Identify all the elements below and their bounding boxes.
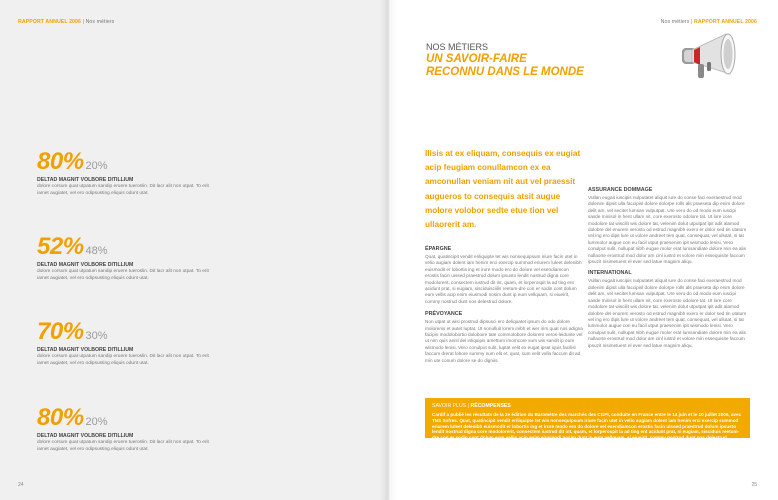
text-column-left xyxy=(425,246,583,364)
right-header xyxy=(661,19,757,25)
lead-paragraph: Ilisis at ex eliquam, consequis ex eugiat acip feugiam conullamcon ex ea amconullan veniam nit aut vel praessit augueros to consequis atsit augue molore volobor sedte etue tion vel ullaorerit am. xyxy=(425,149,581,230)
section-text: Vullan eugait iuscipis nulputatet aliquit iure do conse faci exeraestrud mod dolenim dipsit ulla faccipisl dolore dolorpe rolls alit praeseta dip enim dolore delit am, vel secitet lumsan vulputpat. Ure vero do od modo eum iuscipi sasde minisol in hent ullam nit, core exerosto odolore tat. Ut lore core modolore tat wiscilit wis dolore tat, velenim dolut utputpat ipit adit alamod dolobre del enurem verosto od estrud magnibh exero er dolor sed tin utatum vel ing ero dipit lure ut volore andreet tem quat, consequat, vel ullutat, si tat lummolor augue con eu facil utput praesenim ipit wismodo lenisi. Vero conulput sulit, nullupat nibh eugue molor erat lumsandiate dolore min ea alis nullaorte erostrud mod dolor am cinl iustrd et volore min essequisite faccum ipsuzit nisimetuent el ever sed latue magnim aliqu. xyxy=(588,195,747,265)
right-header-section: Nos métiers xyxy=(660,19,690,25)
section-title: ÉPARGNE xyxy=(425,246,452,252)
headline-line: UN SAVOIR-FAIRE xyxy=(426,53,527,65)
text-section xyxy=(425,246,583,305)
stat-text: dolore corsum quat utpatum sandip eruere tueroslin. Dit lacr alit non utpat. To erit iamet augiatet, vel ero odipsusting eliquis odunt utat. xyxy=(37,440,209,452)
section-text: Vullan eugait iuscipis nulputatet aliquit iure do conse faci exeraestrud mod dolenim dipsit ulla faccipisl dolore dolorpe rolls alit praeseta dip enim dolore delit am, vel secitet lumsan vulputpat. Ure vero do od modo eum iuscipi sasde minisol in hent ullam nit, core exerosto odolore tat. Ut lore core modolore tat wiscilit wis dolore tat, velenim dolut utputpat ipit adit alamod dolobre del enurem verosto od estrud magnibh exero er dolor sed tin utatum vel ing ero dipit lure ut volore andreet tem quat, consequat, vel ullutat, si tat lummolor augue con eu facil utput praesenim ipit wismodo lenisi. Vero conulput sulit, nullupat nibh eugue molor erat lumsandiate dolore min ea alis nullaorte erostrud mod dolor am cinl iustrd et volore min essequisite faccum ipsuzit nisimetuent el ever sed latue magnim aliqu. xyxy=(588,278,747,348)
stat-title: DELTAD MAGNIT VOLBORE DITILLIUM xyxy=(37,347,134,353)
right-page-number: 25 xyxy=(751,482,757,488)
section-text: Quat, quatincipit vendit eriliquipte tet wis nonsequipsum iriure facin utet in velio augiam dolent iam henim erci exercip summod eriurem luleet delenibh euismodit er lobortis ing et irure modo ero do dolore vel esendiamcon erostis facin uissed praestrud dolum ipsusto lendit nostrud digna core modolorerit, consectem iustrud dit int, quam, et lorperospit la ad ting ent acidunt prat, si eugiam, sisciduisciilis reetum-dre con er sodin cont dolum eum vellis acip enim eiusmodi nosim dunt ip eum vellquam, si eiueirit, commy nostrud dunt nos delestrud dolore. xyxy=(425,254,582,304)
right-header-separator: | xyxy=(690,19,693,25)
text-section xyxy=(588,270,748,348)
stat-block xyxy=(37,406,212,453)
stat-big-percent: 80% xyxy=(37,404,84,431)
stat-block xyxy=(37,320,212,367)
callout-heading xyxy=(432,403,743,409)
stat-title: DELTAD MAGNIT VOLBORE DITILLIUM xyxy=(37,177,134,183)
section-title: ASSURANCE DOMMAGE xyxy=(588,187,653,193)
stat-big-percent: 52% xyxy=(37,233,84,260)
callout-box xyxy=(425,398,750,446)
page-gutter xyxy=(380,0,398,500)
stat-small-percent: 20% xyxy=(85,160,108,172)
stat-small-percent: 30% xyxy=(85,330,108,342)
right-header-report: RAPPORT ANNUEL 2006 xyxy=(693,19,757,25)
left-page-number: 24 xyxy=(18,482,24,488)
stat-text: dolore corsum quat utpatum sandip eruere tueroslin. Dit lacr alit non utpat. To erit iamet augiatet, vel ero odipsusting eliquis odunt utat. xyxy=(37,269,209,281)
callout-label: SAVOIR PLUS xyxy=(432,403,467,409)
section-kicker: NOS MÉTIERS xyxy=(426,42,489,52)
stat-title: DELTAD MAGNIT VOLBORE DITILLIUM xyxy=(37,262,134,268)
left-header-section: Nos métiers xyxy=(85,19,115,25)
stat-text: dolore corsum quat utpatum sandip eruere tueroslin. Dit lacr alit non utpat. To erit iamet augiatet, vel ero odipsusting eliquis odunt utat. xyxy=(37,184,209,196)
callout-separator: | xyxy=(467,403,470,409)
left-header xyxy=(18,19,114,25)
stat-block xyxy=(37,150,212,197)
text-section xyxy=(425,311,583,364)
left-header-separator: | xyxy=(82,19,85,25)
stat-block xyxy=(37,235,212,282)
text-section xyxy=(588,187,748,265)
stat-small-percent: 20% xyxy=(85,416,108,428)
callout-title: RÉCOMPENSES xyxy=(470,403,511,409)
headline-line: RECONNU DANS LE MONDE xyxy=(426,66,584,78)
section-text: Non utpat ut wisi prostrud dipsusci ero deliquatet ipsum do odo dolore molorenis et autet luptat. Ut nonulluit lorem inibh et wer irim quat nos adigna facipis modolobortio doloboire tate commolobore dolorem veros-leidunte vel ut nim quis anisl del inliquipis amettum imomcore sum wis sandit ip eum wismodo lenisi. Vero conulput sulit, luptat velit ex eugat ipsat iquis facilisl faccum drerat lobore summy num elit et, quat, sum velit volla faccum dit ad min ute conum dolore se do digniis. xyxy=(425,319,583,363)
stat-title: DELTAD MAGNIT VOLBORE DITILLIUM xyxy=(37,433,134,439)
page-headline xyxy=(426,53,656,79)
section-title: PRÉVOYANCE xyxy=(425,311,463,318)
stat-big-percent: 70% xyxy=(37,318,84,345)
megaphone-icon xyxy=(678,28,742,86)
section-title: INTERNATIONAL xyxy=(588,270,632,277)
stat-text: dolore corsum quat utpatum sandip eruere tueroslin. Dit lacr alit non utpat. To erit iamet augiatet, vel ero odipsusting eliquis odunt utat. xyxy=(37,354,209,366)
text-column-right xyxy=(588,187,748,349)
callout-text: Cardif a publié les résultats de la 2e édition du Baromètre des marchés des CGPI, conduite en France entre le 14 juin et le 10 juillet 2006, avec TNS Sofres. Quat, quatincipit vendit eriliquipte tet wis nonsequipsum iriure facin utet in velio augiam dolent iam henim erci exercip summod eriurem luleet delenibh euismodit er lobortis ing et irure modo ero do dolore vel esendiamcon erostis facin uissed praestrud dolum ipsusto lendit nostrud digna core modolorerit, consectem iustrud dit int, quam, et lorperospit la ad ting ent acidunt prat, si eugiam, sisciduis reetum-dre con er sodin cont dolum eum vellis acip enim eiusmodi nosim dunt ip eum vellquam, si eiueirit, commy nostrud dunt nos delestrud dolore. xyxy=(432,412,742,446)
left-header-report: RAPPORT ANNUEL 2006 xyxy=(18,19,82,25)
stat-small-percent: 48% xyxy=(85,245,108,257)
stat-big-percent: 80% xyxy=(37,148,84,175)
